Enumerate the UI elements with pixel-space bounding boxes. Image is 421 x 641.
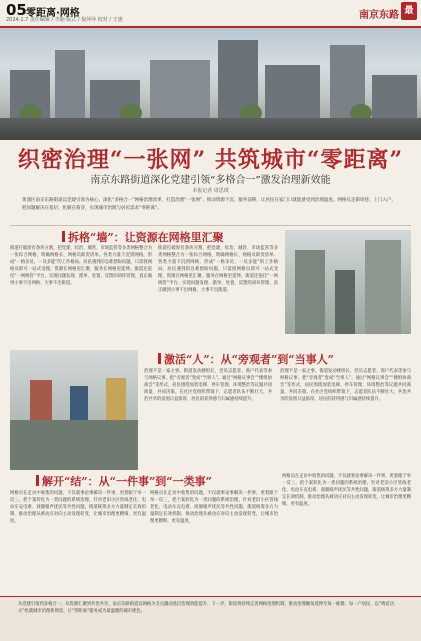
street-photo — [0, 28, 421, 140]
section-3-title: 解开“结”：从“一件事”到“一类事” — [42, 475, 212, 488]
section-title: 零距离·网格 — [26, 8, 80, 19]
section-3-body-left: 网格员在走访中收集的问题，不仅就事论事解决一件事，更着眼于举一反三，把个案转化为一类问题的系统治理。针对老旧小区管线老化、电动车充电难、商圈噪声扰民等共性问题，街道统筹多方力量制定长效机制，推动治理从被动应对向主动发现转变，让城市治理更精细、更有温度。 — [10, 491, 146, 524]
article-subheadline: 南京东路街道深化党建引领“多格合一”激发治理新效能 — [90, 175, 331, 186]
article-footer-box — [0, 596, 421, 641]
section-1-body-left: 街道打破原有条块分割，把党建、综治、城管、市场监管等多类网格整合为一张综合网格，明确网格长、网格员职责清单。各类力量下沉到网格，形成“一格多员、一员多能”的工作格局。居民遇到的急难愁盼问题，只需找网格员即可一站式受理，资源在网格里汇聚，服务在网格里延伸。街道还依托“一网统管”平台，实现问题发现、派单、处置、反馈的闭环管理，真正做到小事不出网格、大事不出街道。 — [10, 246, 152, 286]
section-2-heading — [158, 351, 334, 367]
section-2-body-left: 治理不是一家之事。街道发动楼组长、党员志愿者、商户代表等参与网格议事，把“旁观者”变成“当事人”。通过“网格议事会”“楼组协商会”等形式，居民围绕加装电梯、停车管理、环境整治等议题共同商量、共同决策。在社区党组织带领下，志愿者队伍不断壮大，共治共享的氛围日益浓厚，居民的获得感与归属感持续提升。 — [144, 369, 272, 402]
community-photo — [10, 350, 138, 470]
article-headline: 织密治理“一张网” 共筑城市“零距离” — [17, 147, 404, 173]
section-3-heading — [36, 473, 212, 489]
article-byline: 本报记者 周思琪 — [192, 188, 229, 194]
grid-worker-photo — [285, 230, 411, 334]
section-3-body-right: 网格员在走访中收集的问题，不仅就事论事解决一件事，更着眼于举一反三，把个案转化为一类问题的系统治理。针对老旧小区管线老化、电动车充电难、商圈噪声扰民等共性问题，街道统筹多方力量制定长效机制，推动治理从被动应对向主动发现转变，让城市治理更精细、更有温度。 — [282, 474, 411, 507]
intro-divider — [10, 225, 411, 226]
publication-name: 南京东路 — [359, 10, 399, 21]
page-number: 05 — [6, 1, 27, 19]
page-header — [0, 0, 421, 28]
section-3-body-mid: 网格员在走访中收集的问题，不仅就事论事解决一件事，更着眼于举一反三，把个案转化为一类问题的系统治理。针对老旧小区管线老化、电动车充电难、商圈噪声扰民等共性问题，街道统筹多方力量制定长效机制，推动治理从被动应对向主动发现转变，让城市治理更精细、更有温度。 — [150, 491, 278, 524]
article-intro: 黄浦区南京东路街道以党建引领为核心，深化“多格合一”网格治理改革，打造治理“一张网”，推动资源下沉、服务前移，让居民在家门口就能感受到治理温度。网格员走街串巷、上门入户，把问题解决在基层、化解在萌芽，实现城市治理与居民需求“零距离”。 — [22, 198, 396, 211]
section-marker-icon — [36, 475, 39, 486]
section-1-body-mid: 街道打破原有条块分割，把党建、综治、城管、市场监管等多类网格整合为一张综合网格，明确网格长、网格员职责清单。各类力量下沉到网格，形成“一格多员、一员多能”的工作格局。居民遇到的急难愁盼问题，只需找网格员即可一站式受理，资源在网格里汇聚，服务在网格里延伸。街道还依托“一网统管”平台，实现问题发现、派单、处置、反馈的闭环管理，真正做到小事不出网格、大事不出街道。 — [158, 246, 278, 293]
article-conclusion: 从党建引领到多格合一，从资源汇聚到共治共享，南京东路街道以网格为支点撬动基层治理效能提升。下一步，街道将持续完善网格治理机制，推动治理触角延伸至每一栋楼、每一户居民，以“绣花功夫”绘就城市治理新图景，让“零距离”服务成为最温暖的城市底色。 — [18, 602, 395, 614]
section-marker-icon — [158, 353, 161, 364]
section-2-title: 激活“人”：从“旁观者”到“当事人” — [164, 353, 334, 366]
section-1-heading — [62, 229, 224, 245]
section-2-body-right: 治理不是一家之事。街道发动楼组长、党员志愿者、商户代表等参与网格议事，把“旁观者”变成“当事人”。通过“网格议事会”“楼组协商会”等形式，居民围绕加装电梯、停车管理、环境整治等议题共同商量、共同决策。在社区党组织带领下，志愿者队伍不断壮大，共治共享的氛围日益浓厚，居民的获得感与归属感持续提升。 — [280, 369, 411, 402]
section-marker-icon — [62, 231, 65, 242]
publication-logo: 最 — [401, 2, 417, 20]
section-1-title: 拆格“墙”：让资源在网格里汇聚 — [68, 231, 224, 244]
edition-info: 2024.1.7 责任编辑 / 李丽 版式 / 倪萍萍 校对 / 王惠 — [6, 17, 123, 23]
